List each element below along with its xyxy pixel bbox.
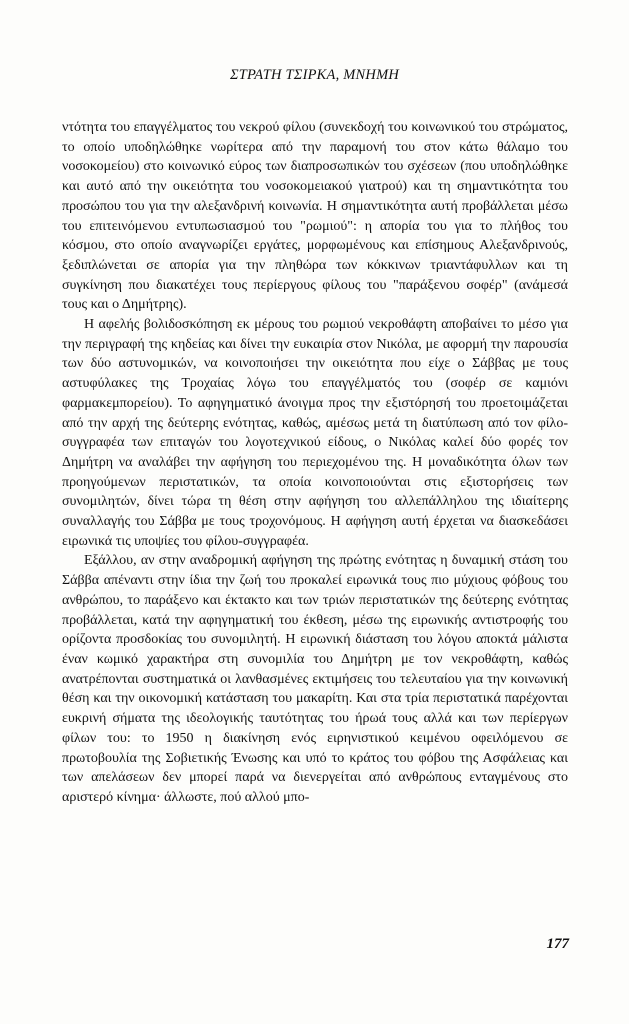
paragraph-3: Εξάλλου, αν στην αναδρομική αφήγηση της πρώτης ενότητας η δυναμική στάση του Σάββα απέναντι στην ίδια την ζωή του προκαλεί ειρωνικά τους πιο μύχιους φόβους του ανθρώπου, το παράξενο και έκτακτο και των τριών περιστατικών της δεύτερης ενότητας προβάλλεται, κατά την αφηγηματική του έκθεση, μέσω της ειρωνικής αντιστροφής του ορίζοντα προσδοκίας του συνομιλητή. Η ειρωνική διάσταση του λόγου αποκτά μάλιστα έναν κωμικό χαρακτήρα στη συνομιλία του Δημήτρη με τον νεκροθάφτη, καθώς ανατρέπονται συστηματικά οι λανθασμένες εκτιμήσεις του τελευταίου για την κοινωνική θέση και την οικονομική κατάσταση του μακαρίτη. Και στα τρία περιστατικά παρέχονται ευκρινή σήματα της ιδεολογικής ταυτότητας του ήρωά τους αλλά και των περίεργων φίλων του: το 1950 η διακίνηση ενός ειρηνιστικού κειμένου οφειλόμενου σε πρωτοβουλία της Σοβιετικής Ένωσης και υπό το κράτος του φόβου της Ασφάλειας και των απελάσεων δεν μπορεί παρά να διενεργείται από ανθρώπους ενταγμένους στο αριστερό κίνημα· άλλωστε, πού αλλού μπο- bbox=[62, 553, 568, 805]
paragraph-2: Η αφελής βολιδοσκόπηση εκ μέρους του ρωμιού νεκροθάφτη αποβαίνει το μέσο για την περιγραφή της κηδείας και δίνει την ευκαιρία στον Νικόλα, με αφορμή την παρουσία των δύο αστυνομικών, να κοινοποιήσει την οικειότητα που είχε ο Σάββας με τους αστυφύλακες της Τροχαίας λόγω του επαγγέλματός του (σοφέρ σε καμιόνι φαρμακεμπορείου). Το αφηγηματικό άνοιγμα προς την εξιστόρησή του προετοιμάζεται από την αρχή της δεύτερης ενότητας, καθώς, αμέσως μετά τη διατύπωση από τον φίλο-συγγραφέα των επιταγών του λογοτεχνικού είδους, ο Νικόλας καλεί δύο φορές τον Δημήτρη να αναλάβει την αφήγηση του περιεχομένου της. Η μοναδικότητα όλων των προηγούμενων περιστατικών, τα οποία κοινοποιούνται στις εξιστορήσεις των συνομιλητών, δίνει τώρα τη θέση στην αφήγηση του αλλεπάλληλου της ιδιαίτερης συναλλαγής του Σάββα με τους τροχονόμους. Η αφήγηση αυτή έρχεται να διασκεδάσει ειρωνικά τις υποψίες του φίλου-συγγραφέα. bbox=[62, 317, 568, 549]
paragraph-1: ντότητα του επαγγέλματος του νεκρού φίλου (συνεκδοχή του κοινωνικού του στρώματος, το οποίο υποδηλώθηκε νωρίτερα από την παραμονή του στον κάτω θάλαμο του νοσοκομείου) στο κοινωνικό εύρος των διαπροσωπικών του σχέσεων (που υποδηλώθηκε και αυτό από την οικειότητα του νοσοκομειακού γιατρού) και τη σημαντικότητα του προσώπου του για την αλεξανδρινή κοινωνία. Η σημαντικότητα αυτή προβάλλεται μέσω του επιτεινόμενου εντυπωσιασμού του "ρωμιού": η απορία του για το πλήθος του κόσμου, στο οποίο αναγνωρίζει εργάτες, μορφωμένους και επίσημους Αλεξανδρινούς, ξεδιπλώνεται σε απορία για την πληθώρα των κόκκινων τριαντάφυλλων και τη συγκίνηση που διακατέχει τους περίεργους φίλους του "παράξενου σοφέρ" (ανάμεσά τους και ο Δημήτρης). bbox=[62, 120, 568, 313]
running-title: ΣΤΡΑΤΗ ΤΣΙΡΚΑ, ΜΝΗΜΗ bbox=[229, 67, 400, 83]
page-number: 177 bbox=[546, 936, 569, 952]
body-text bbox=[62, 118, 568, 808]
